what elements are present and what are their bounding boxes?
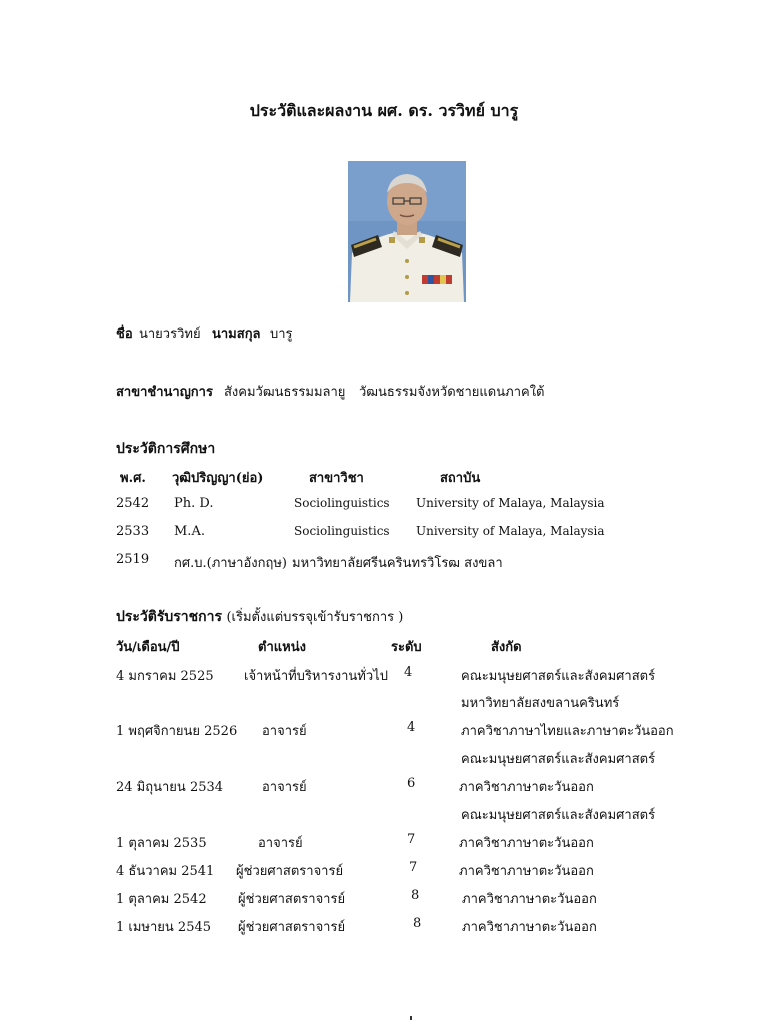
expertise-value-2: วัฒนธรรมจังหวัดชายแดนภาคใต้ <box>359 385 545 400</box>
government-row-1-position: เจ้าหน้าที่บริหารงานทั่วไป <box>244 669 388 684</box>
name-value: นายวรวิทย์ <box>139 327 201 342</box>
education-row-2-field: Sociolinguistics <box>294 524 390 538</box>
education-row-1-field: Sociolinguistics <box>294 496 390 510</box>
name-label: ชื่อ <box>116 327 133 342</box>
government-row-5-date: 4 ธันวาคม 2541 <box>116 864 215 879</box>
surname-label: นามสกุล <box>212 327 261 342</box>
education-row-3-degree: กศ.บ.(ภาษาอังกฤษ) <box>174 556 287 571</box>
expertise-value-1: สังคมวัฒนธรรมมลายู <box>224 385 346 400</box>
government-row-2-position: อาจารย์ <box>262 724 307 739</box>
education-row-1-degree: Ph. D. <box>174 496 214 511</box>
government-header-level: ระดับ <box>391 640 422 655</box>
page-title: ประวัติและผลงาน ผศ. ดร. วรวิทย์ บารู <box>249 101 519 120</box>
education-row-1-year: 2542 <box>116 496 150 511</box>
government-row-1-affiliation: คณะมนุษยศาสตร์และสังคมศาสตร์ <box>461 669 656 684</box>
education-header-institution: สถาบัน <box>440 471 481 486</box>
expertise-label: สาขาชำนาญการ <box>116 385 213 400</box>
government-row-4-affiliation: ภาควิชาภาษาตะวันออก <box>459 836 594 851</box>
page-number-mark <box>410 1016 412 1020</box>
government-row-7-level: 8 <box>413 916 422 931</box>
government-row-3-affiliation: ภาควิชาภาษาตะวันออก <box>459 780 594 795</box>
government-row-2-affiliation: ภาควิชาภาษาไทยและภาษาตะวันออก <box>461 724 674 739</box>
education-row-2-degree: M.A. <box>174 524 205 539</box>
government-row-1-affiliation-2: มหาวิทยาลัยสงขลานครินทร์ <box>461 696 620 711</box>
government-row-7-position: ผู้ช่วยศาสตราจารย์ <box>238 920 346 935</box>
government-header-affiliation: สังกัด <box>491 640 522 655</box>
government-row-7-affiliation: ภาควิชาภาษาตะวันออก <box>462 920 597 935</box>
government-row-7-date: 1 เมษายน 2545 <box>116 920 212 935</box>
government-heading-line <box>116 606 403 628</box>
government-row-6-affiliation: ภาควิชาภาษาตะวันออก <box>462 892 597 907</box>
government-header-position: ตำแหน่ง <box>258 640 306 655</box>
education-row-2-institution: University of Malaya, Malaysia <box>416 524 605 538</box>
education-row-2-year: 2533 <box>116 524 150 539</box>
government-row-5-position: ผู้ช่วยศาสตราจารย์ <box>236 864 344 879</box>
government-row-6-date: 1 ตุลาคม 2542 <box>116 892 207 907</box>
education-row-3-field: มหาวิทยาลัยศรีนครินทรวิโรฒ สงขลา <box>292 556 503 571</box>
government-row-3-date: 24 มิถุนายน 2534 <box>116 780 224 795</box>
government-row-3-affiliation-2: คณะมนุษยศาสตร์และสังคมศาสตร์ <box>461 808 656 823</box>
government-row-2-affiliation-2: คณะมนุษยศาสตร์และสังคมศาสตร์ <box>461 752 656 767</box>
government-row-3-level: 6 <box>407 776 416 791</box>
government-header-date: วัน/เดือน/ปี <box>116 640 180 655</box>
surname-value: บารู <box>270 327 293 342</box>
government-row-4-position: อาจารย์ <box>258 836 303 851</box>
education-header-year: พ.ศ. <box>120 471 146 486</box>
education-header-degree: วุฒิปริญญา(ย่อ) <box>172 471 264 486</box>
government-row-2-level: 4 <box>407 720 416 735</box>
government-row-1-level: 4 <box>404 665 413 680</box>
government-heading: ประวัติรับราชการ <box>116 609 223 625</box>
government-row-5-affiliation: ภาควิชาภาษาตะวันออก <box>459 864 594 879</box>
government-row-4-level: 7 <box>407 832 416 847</box>
portrait-photo <box>348 161 466 302</box>
government-row-4-date: 1 ตุลาคม 2535 <box>116 836 207 851</box>
government-heading-note: (เริ่มตั้งแต่บรรจุเข้ารับราชการ ) <box>226 610 404 625</box>
education-row-3-year: 2519 <box>116 552 150 567</box>
portrait-image <box>348 161 466 302</box>
government-row-2-date: 1 พฤศจิกายนย 2526 <box>116 724 238 739</box>
government-row-6-level: 8 <box>411 888 420 903</box>
government-row-6-position: ผู้ช่วยศาสตราจารย์ <box>238 892 346 907</box>
education-header-field: สาขาวิชา <box>309 471 364 486</box>
government-row-1-date: 4 มกราคม 2525 <box>116 669 214 684</box>
government-row-3-position: อาจารย์ <box>262 780 307 795</box>
education-row-1-institution: University of Malaya, Malaysia <box>416 496 605 510</box>
government-row-5-level: 7 <box>409 860 418 875</box>
education-heading: ประวัติการศึกษา <box>116 441 216 457</box>
